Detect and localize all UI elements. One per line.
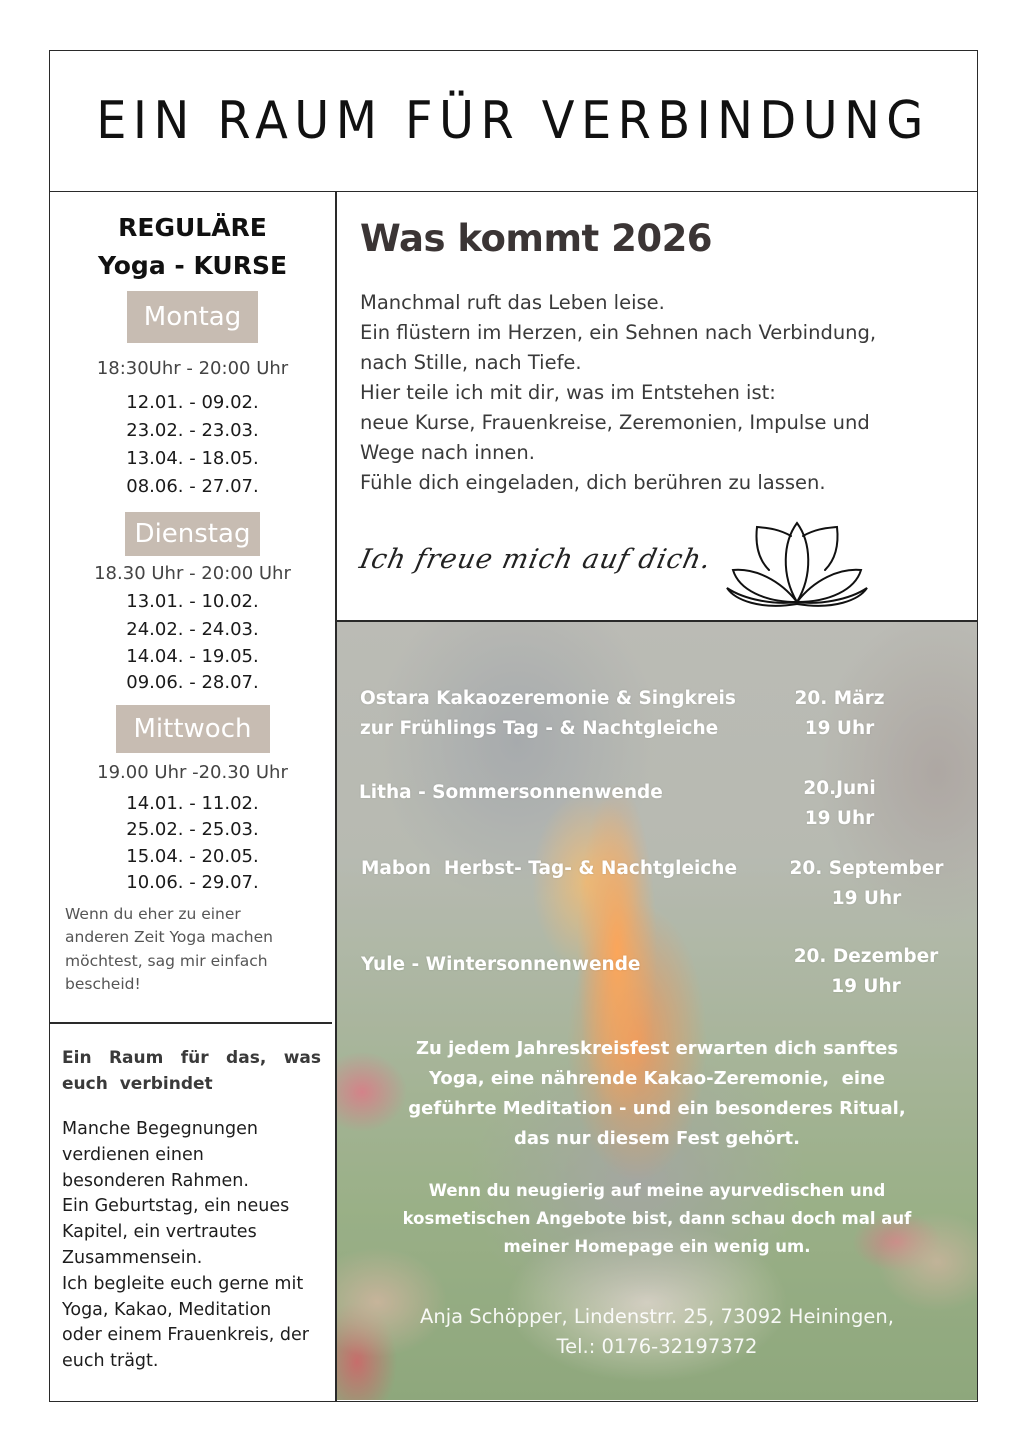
- body-line: oder einem Frauenkreis, der: [62, 1325, 309, 1346]
- event-name: [359, 778, 663, 808]
- event-yule: [337, 942, 977, 1002]
- event-time: 19 Uhr: [804, 718, 875, 739]
- signature: Ich freue mich auf dich.: [356, 544, 715, 575]
- course-day-tuesday: [50, 512, 335, 695]
- event-time: 19 Uhr: [831, 888, 902, 909]
- contact-phone: Tel.: 0176-32197372: [556, 1335, 758, 1358]
- courses-title: [50, 209, 335, 285]
- date-range: 14.04. - 19.05.: [126, 646, 259, 667]
- homepage-note-line: meiner Homepage ein wenig um.: [503, 1237, 811, 1256]
- event-date: [787, 774, 892, 834]
- signature-row: [356, 518, 960, 608]
- intro-title: Was kommt 2026: [360, 217, 713, 260]
- course-time: 18.30 Uhr - 20:00 Uhr: [94, 563, 291, 584]
- event-mabon: [337, 854, 977, 914]
- private-events-body: [62, 1117, 321, 1375]
- event-name: [360, 684, 736, 744]
- intro-line: neue Kurse, Frauenkreise, Zeremonien, Impulse und: [360, 411, 870, 434]
- course-dates: [50, 791, 335, 897]
- event-name-line1: Yule - Wintersonnenwende: [361, 954, 641, 975]
- intro-section: [337, 193, 977, 621]
- day-badge: Montag: [127, 291, 258, 343]
- page-title: EIN RAUM FÜR VERBINDUNG: [96, 90, 931, 151]
- date-range: 24.02. - 24.03.: [126, 618, 259, 640]
- body-line: Zusammensein.: [62, 1247, 203, 1268]
- course-note: Wenn du eher zu einer anderen Zeit Yoga machen möchtest, sag mir einfach bescheid!: [65, 904, 273, 993]
- event-date-label: 20. Dezember: [793, 946, 939, 967]
- description-line: das nur diesem Fest gehört.: [514, 1128, 800, 1149]
- event-name: [361, 854, 737, 884]
- event-date: [787, 942, 945, 1002]
- course-dates: [50, 588, 335, 695]
- intro-body: [360, 288, 977, 498]
- lotus-icon: [725, 520, 870, 610]
- events-content: [337, 622, 977, 1400]
- body-line: Yoga, Kakao, Meditation: [62, 1299, 272, 1320]
- date-range: 25.02. - 25.03.: [126, 819, 259, 840]
- event-name-line2: zur Frühlings Tag - & Nachtgleiche: [360, 718, 719, 739]
- event-date: [784, 854, 949, 914]
- homepage-note-line: kosmetischen Angebote bist, dann schau doch mal auf: [402, 1209, 912, 1228]
- homepage-note: [337, 1177, 977, 1261]
- intro-line: Manchmal ruft das Leben leise.: [360, 291, 665, 314]
- body-line: euch trägt.: [62, 1351, 159, 1372]
- date-range: 14.01. - 11.02.: [126, 792, 259, 814]
- regular-courses-section: [50, 193, 335, 1023]
- event-date: [787, 684, 892, 744]
- date-range: 09.06. - 28.07.: [126, 671, 259, 693]
- festival-description: [337, 1034, 977, 1154]
- events-photo-panel: [337, 622, 977, 1400]
- date-range: 23.02. - 23.03.: [126, 420, 259, 441]
- body-line: besonderen Rahmen.: [62, 1170, 249, 1191]
- contact-info: [337, 1302, 977, 1362]
- left-section-divider: [50, 1022, 332, 1024]
- event-ostara: [337, 684, 977, 744]
- event-time: 19 Uhr: [831, 976, 901, 997]
- description-line: Zu jedem Jahreskreisfest erwarten dich sanftes: [415, 1038, 899, 1059]
- body-line: Ich begleite euch gerne mit: [62, 1273, 304, 1294]
- intro-line: Hier teile ich mit dir, was im Entstehen ist:: [360, 381, 776, 404]
- contact-address: Anja Schöpper, Lindenstrr. 25, 73092 Heiningen,: [420, 1305, 894, 1328]
- courses-title-line1: REGULÄRE: [118, 213, 267, 242]
- intro-line: Ein flüstern im Herzen, ein Sehnen nach Verbindung,: [360, 321, 877, 344]
- body-line: Kapitel, ein vertrautes: [62, 1222, 257, 1243]
- body-line: verdienen einen: [62, 1144, 204, 1165]
- date-range: 10.06. - 29.07.: [126, 872, 259, 893]
- event-time: 19 Uhr: [804, 808, 875, 829]
- page-header: [49, 50, 978, 192]
- date-range: 08.06. - 27.07.: [126, 476, 259, 497]
- private-events-title: Ein Raum für das, was euch verbindet: [62, 1048, 321, 1094]
- intro-line: Wege nach innen.: [360, 441, 535, 464]
- course-dates: [50, 389, 335, 501]
- day-badge: Mittwoch: [116, 705, 270, 753]
- course-day-monday: [50, 291, 335, 501]
- body-line: Ein Geburtstag, ein neues: [62, 1196, 290, 1217]
- event-name-line1: Ostara Kakaozeremonie & Singkreis: [360, 688, 736, 709]
- body-line: Manche Begegnungen: [62, 1119, 258, 1139]
- private-events-section: [50, 1025, 335, 1400]
- date-range: 12.01. - 09.02.: [126, 392, 259, 413]
- event-name: [361, 950, 640, 980]
- courses-title-line2: Yoga - KURSE: [97, 251, 288, 280]
- event-name-line1: Mabon Herbst- Tag- & Nachtgleiche: [361, 858, 738, 879]
- event-date-label: 20. März: [794, 688, 885, 709]
- event-litha: [337, 776, 977, 836]
- event-name-line1: Litha - Sommersonnenwende: [359, 782, 663, 803]
- intro-line: Fühle dich eingeladen, dich berühren zu lassen.: [360, 471, 826, 494]
- homepage-note-line: Wenn du neugierig auf meine ayurvedischen und: [428, 1181, 886, 1200]
- course-day-wednesday: [50, 705, 335, 897]
- day-badge: Dienstag: [125, 512, 261, 556]
- intro-line: nach Stille, nach Tiefe.: [360, 351, 582, 374]
- description-line: geführte Meditation - und ein besonderes Ritual,: [408, 1098, 906, 1119]
- description-line: Yoga, eine nährende Kakao-Zeremonie, eine: [428, 1068, 886, 1089]
- course-time: 18:30Uhr - 20:00 Uhr: [96, 358, 289, 379]
- event-date-label: 20.Juni: [803, 778, 876, 799]
- date-range: 13.01. - 10.02.: [126, 591, 259, 612]
- course-time: 19.00 Uhr -20.30 Uhr: [97, 761, 288, 783]
- date-range: 13.04. - 18.05.: [126, 448, 259, 469]
- date-range: 15.04. - 20.05.: [126, 845, 259, 867]
- event-date-label: 20. September: [789, 858, 944, 879]
